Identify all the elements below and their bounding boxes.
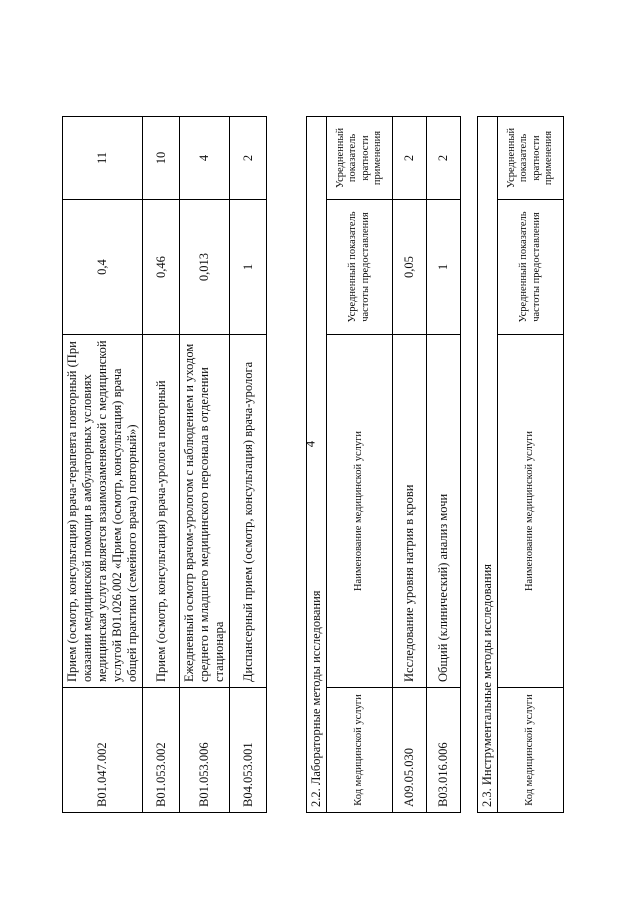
header-code: Код медицинской услуги <box>327 688 393 813</box>
service-frequency: 0,46 <box>143 200 180 335</box>
services-table <box>62 116 267 813</box>
service-frequency: 0,013 <box>180 200 230 335</box>
section-title-row <box>478 117 498 813</box>
service-name: Прием (осмотр, консультация) врача-терапевта повторный (При оказании медицинской помощи в амбулаторных условиях медицинская услуга является взаимозаменяемой с медицинской услугой B01.026.002 «Прием (осмотр, консультация) врача общей практики (семейного врача) повторный») <box>63 335 143 688</box>
service-frequency: 0,05 <box>393 200 427 335</box>
section-title: 2.3. Инструментальные методы исследования <box>478 117 498 813</box>
header-multiplicity: Усредненный показатель кратности применения <box>327 117 393 200</box>
service-name: Исследование уровня натрия в крови <box>393 335 427 688</box>
header-frequency: Усредненный показатель частоты предоставления <box>327 200 393 335</box>
service-code: B03.016.006 <box>427 688 461 813</box>
header-frequency: Усредненный показатель частоты предоставления <box>498 200 564 335</box>
service-frequency: 0,4 <box>63 200 143 335</box>
service-frequency: 1 <box>230 200 267 335</box>
header-row <box>498 117 564 813</box>
service-code: A09.05.030 <box>393 688 427 813</box>
section-title-row <box>307 117 327 813</box>
header-row <box>327 117 393 813</box>
table-row <box>393 117 427 813</box>
header-code: Код медицинской услуги <box>498 688 564 813</box>
service-name: Прием (осмотр, консультация) врача-уролога повторный <box>143 335 180 688</box>
service-multiplicity: 10 <box>143 117 180 200</box>
header-name: Наименование медицинской услуги <box>498 335 564 688</box>
service-name: Ежедневный осмотр врачом-урологом с наблюдением и уходом среднего и младшего медицинского персонала в отделении стационара <box>180 335 230 688</box>
service-code: B04.053.001 <box>230 688 267 813</box>
header-multiplicity: Усредненный показатель кратности применения <box>498 117 564 200</box>
service-name: Общий (клинический) анализ мочи <box>427 335 461 688</box>
table-row <box>427 117 461 813</box>
service-name: Диспансерный прием (осмотр, консультация) врача-уролога <box>230 335 267 688</box>
service-multiplicity: 11 <box>63 117 143 200</box>
section-title: 2.2. Лабораторные методы исследования <box>307 117 327 813</box>
service-multiplicity: 4 <box>180 117 230 200</box>
service-multiplicity: 2 <box>230 117 267 200</box>
service-frequency: 1 <box>427 200 461 335</box>
table-row <box>180 117 230 813</box>
table-row <box>63 117 143 813</box>
instrumental-methods-table <box>477 116 564 813</box>
service-code: B01.047.002 <box>63 688 143 813</box>
lab-methods-table <box>306 116 461 813</box>
page-number: 4 <box>302 440 318 448</box>
service-multiplicity: 2 <box>427 117 461 200</box>
table-row <box>230 117 267 813</box>
header-name: Наименование медицинской услуги <box>327 335 393 688</box>
service-code: B01.053.002 <box>143 688 180 813</box>
service-multiplicity: 2 <box>393 117 427 200</box>
table-row <box>143 117 180 813</box>
service-code: B01.053.006 <box>180 688 230 813</box>
